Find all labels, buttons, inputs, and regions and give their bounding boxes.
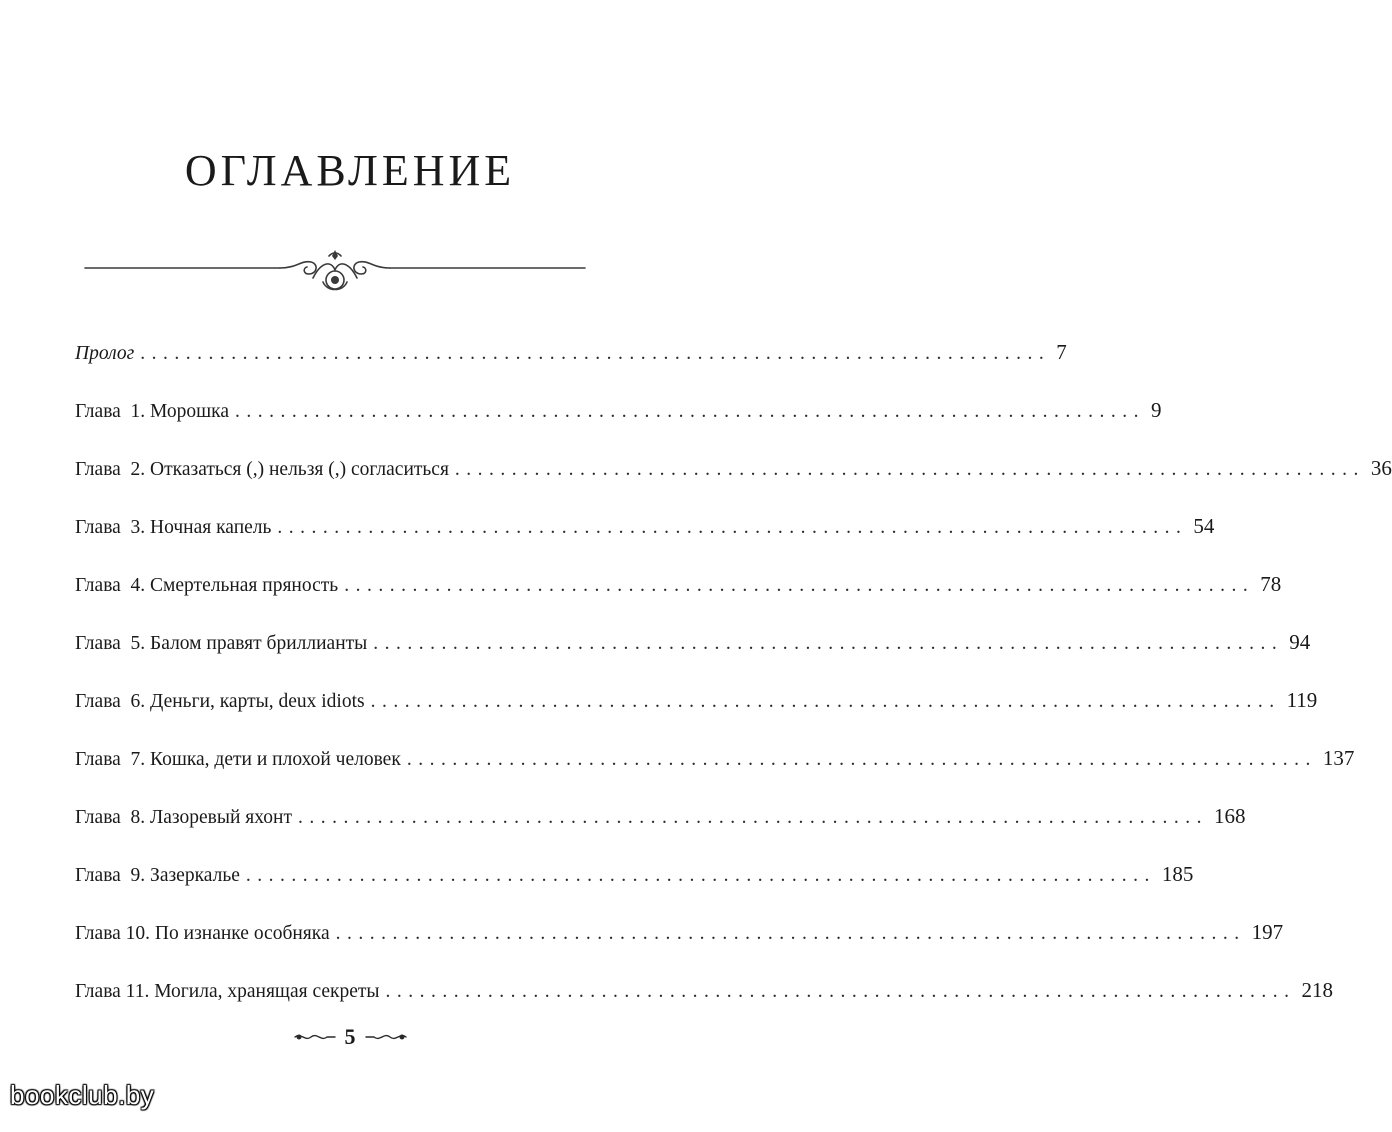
right-flourish-icon <box>364 1030 408 1044</box>
toc-entry-title: Глава 9. Зазеркалье <box>75 865 240 886</box>
toc-entry-page: 7 <box>1056 340 1067 364</box>
toc-entry-title: Глава 3. Ночная капель <box>75 517 272 538</box>
ornament-divider-icon <box>85 248 585 300</box>
toc-entry-title: Глава 8. Лазоревый яхонт <box>75 807 292 828</box>
toc-entry <box>75 381 1162 439</box>
toc-entry-page: 9 <box>1151 398 1162 422</box>
watermark: bookclub.by <box>10 1080 155 1110</box>
toc-entry-title: Глава 7. Кошка, дети и плохой человек <box>75 749 401 770</box>
toc-leader-dots: ................................................................................ <box>406 749 1317 770</box>
toc-leader-dots: ................................................................................ <box>454 459 1365 480</box>
toc-entry <box>75 323 1067 381</box>
toc-leader-dots: ................................................................................ <box>335 923 1246 944</box>
page-number-footer <box>0 1022 700 1052</box>
toc-entry-page: 94 <box>1289 630 1311 654</box>
toc-leader-dots: ................................................................................ <box>277 517 1188 538</box>
toc-entry-title: Глава 4. Смертельная пряность <box>75 575 339 596</box>
toc-entry <box>75 961 1333 1019</box>
toc-entry-page: 78 <box>1260 572 1282 596</box>
page-title: ОГЛАВЛЕНИЕ <box>184 146 516 195</box>
toc-entry-page: 36 <box>1370 456 1392 480</box>
toc-leader-dots: ................................................................................ <box>370 691 1281 712</box>
toc-entry <box>75 671 1318 729</box>
toc-entry-title: Глава 5. Балом правят бриллианты <box>75 633 368 654</box>
toc-entry-page: 137 <box>1322 746 1355 770</box>
toc-entry-title: Глава 2. Отказаться (,) нельзя (,) согласиться <box>75 459 449 480</box>
toc-entry-page: 119 <box>1286 688 1318 712</box>
toc-entry <box>75 613 1311 671</box>
toc-entry-page: 197 <box>1251 920 1284 944</box>
toc-leader-dots: ................................................................................ <box>385 981 1296 1002</box>
toc-entry-page: 168 <box>1213 804 1246 828</box>
toc-leader-dots: ................................................................................ <box>344 575 1255 596</box>
table-of-contents <box>75 323 1392 1019</box>
toc-entry <box>75 555 1282 613</box>
toc-leader-dots: ................................................................................ <box>140 343 1051 364</box>
toc-entry-title: Глава 1. Морошка <box>75 401 230 422</box>
toc-entry-title: Глава 6. Деньги, карты, deux idiots <box>75 691 365 712</box>
toc-entry <box>75 903 1284 961</box>
toc-leader-dots: ................................................................................ <box>245 865 1156 886</box>
toc-entry-title: Пролог <box>75 343 135 364</box>
toc-entry-page: 54 <box>1193 514 1215 538</box>
toc-leader-dots: ................................................................................ <box>235 401 1146 422</box>
toc-entry <box>75 497 1215 555</box>
toc-entry <box>75 729 1355 787</box>
toc-entry-page: 218 <box>1301 978 1333 1002</box>
page-number: 5 <box>344 1024 356 1049</box>
toc-entry <box>75 845 1194 903</box>
toc-entry-title: Глава 10. По изнанке особняка <box>75 923 330 944</box>
toc-leader-dots: ................................................................................ <box>297 807 1208 828</box>
toc-entry <box>75 439 1392 497</box>
toc-entry <box>75 787 1246 845</box>
toc-leader-dots: ................................................................................ <box>373 633 1284 654</box>
toc-entry-page: 185 <box>1161 862 1194 886</box>
toc-entry-title: Глава 11. Могила, хранящая секреты <box>75 981 380 1002</box>
left-flourish-icon <box>293 1030 337 1044</box>
